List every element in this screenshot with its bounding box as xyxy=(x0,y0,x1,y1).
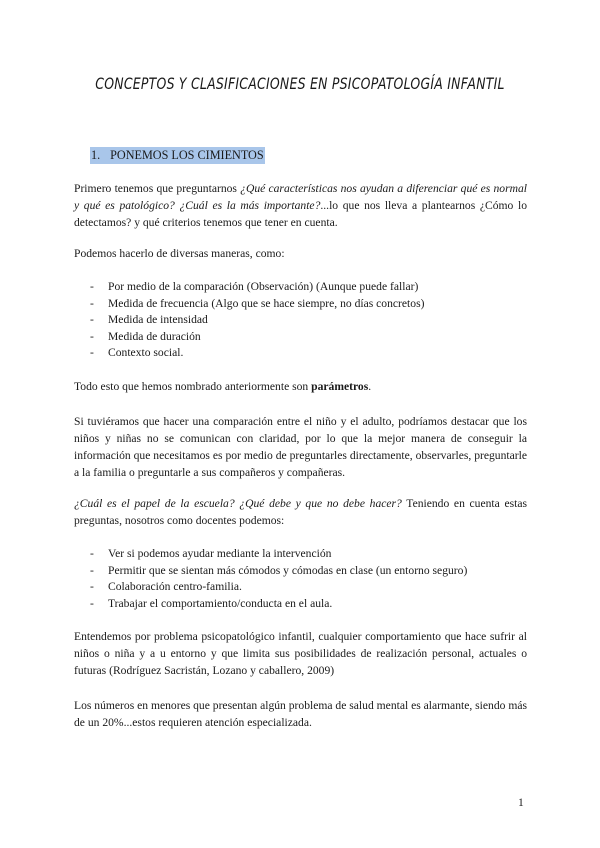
list-item: - Trabajar el comportamiento/conducta en el aula. xyxy=(90,596,520,613)
list-item: - Ver si podemos ayudar mediante la intervención xyxy=(90,546,520,563)
list-dash: - xyxy=(90,580,94,594)
school-tail: Teniendo en cuenta estas preguntas, nosotros como docentes podemos: xyxy=(74,497,527,527)
list-item: - Medida de duración xyxy=(90,329,520,346)
list-dash: - xyxy=(90,596,94,610)
intro-question: ¿Qué características nos ayudan a diferenciar qué es normal y qué es patológico? ¿Cuál es la más importante? xyxy=(74,182,527,212)
list-item: - Medida de intensidad xyxy=(90,312,520,329)
teacher-actions-list xyxy=(90,546,520,612)
list-dash: - xyxy=(90,280,94,293)
intro-lead: Primero tenemos que preguntarnos xyxy=(74,182,241,195)
school-paragraph xyxy=(74,495,527,529)
section-number: 1. xyxy=(91,148,101,162)
list-dash: - xyxy=(90,313,94,327)
list-item: - Colaboración centro-familia. xyxy=(90,579,520,596)
intro-tail: ...lo que nos lleva a plantearnos ¿Cómo lo detectamos? y qué criterios tenemos que tener en cuenta. xyxy=(74,199,527,229)
ways-list xyxy=(90,279,520,362)
intro-paragraph xyxy=(74,180,527,231)
page-number: 1 xyxy=(518,796,524,809)
list-dash: - xyxy=(90,296,94,310)
list-dash: - xyxy=(90,547,94,560)
page-title: CONCEPTOS Y CLASIFICACIONES EN PSICOPATOLOGÍA INFANTIL xyxy=(95,74,505,93)
list-item: - Por medio de la comparación (Observación) (Aunque puede fallar) xyxy=(90,279,520,296)
parameters-paragraph: Todo esto que hemos nombrado anteriormente son parámetros. xyxy=(74,380,372,393)
definition-paragraph: Entendemos por problema psicopatológico infantil, cualquier comportamiento que hace sufrir al niños o niña y a u entorno y que limita sus posibilidades de realización personal, actuales o futuras (Rodríguez Sacristán, Lozano y caballero, 2009) xyxy=(74,630,527,677)
heading-highlight xyxy=(90,147,265,164)
parameters-bold: parámetros xyxy=(311,380,369,393)
list-item: - Contexto social. xyxy=(90,345,520,362)
statistics-paragraph: Los números en menores que presentan algún problema de salud mental es alarmante, siendo más de un 20%...estos requieren atención especializada. xyxy=(74,699,527,729)
list-dash: - xyxy=(90,563,94,577)
comparison-paragraph: Si tuviéramos que hacer una comparación entre el niño y el adulto, podríamos destacar que los niños y niñas no se comunican con claridad, por lo que la mejor manera de conseguir la información que necesitamos es por medio de preguntarles directamente, observarles, preguntarle a la familia o preguntarle a sus compañeros y compañeras. xyxy=(74,415,527,479)
list-item: - Medida de frecuencia (Algo que se hace siempre, no días concretos) xyxy=(90,296,520,313)
list-dash: - xyxy=(90,346,94,360)
school-question: ¿Cuál es el papel de la escuela? ¿Qué debe y que no debe hacer? xyxy=(74,497,402,510)
list-item: - Permitir que se sientan más cómodos y cómodas en clase (un entorno seguro) xyxy=(90,563,520,580)
section-title: PONEMOS LOS CIMIENTOS xyxy=(110,148,264,162)
section-heading xyxy=(90,148,265,163)
ways-intro: Podemos hacerlo de diversas maneras, como: xyxy=(74,247,285,260)
list-dash: - xyxy=(90,329,94,343)
